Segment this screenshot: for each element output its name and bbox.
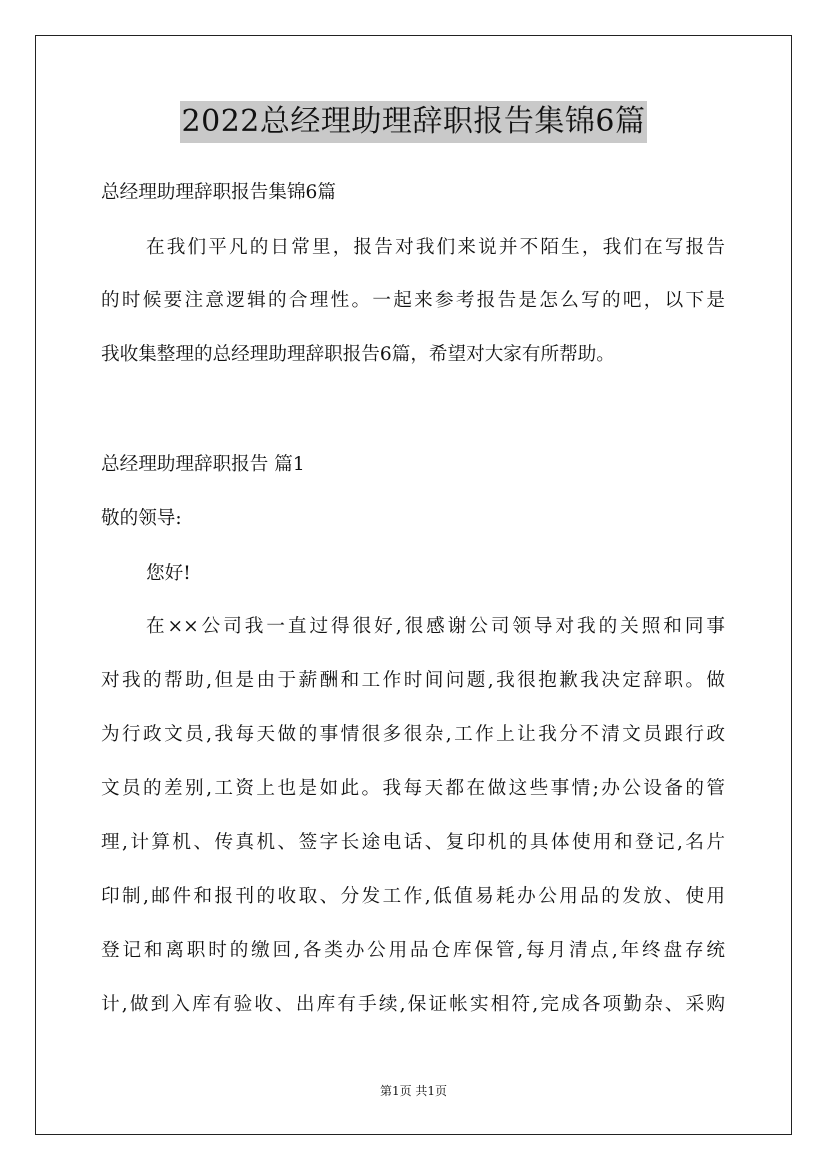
document-subtitle: 总经理助理辞职报告集锦6篇 [101,182,336,203]
body-line: 理,计算机、传真机、签字长途电话、复印机的具体使用和登记,名片 [101,832,725,853]
title-container [0,101,827,143]
body-line: 文员的差别,工资上也是如此。我每天都在做这些事情;办公设备的管 [101,778,725,799]
body-line: 计,做到入库有验收、出库有手续,保证帐实相符,完成各项勤杂、采购 [101,994,725,1015]
section-heading: 总经理助理辞职报告 篇1 [101,454,305,475]
body-line: 对我的帮助,但是由于薪酬和工作时间问题,我很抱歉我决定辞职。做 [101,670,725,691]
greeting: 您好! [146,563,191,584]
page-footer: 第1页 共1页 [379,1084,448,1098]
body-line: 在××公司我一直过得很好,很感谢公司领导对我的关照和同事 [146,616,725,637]
salutation: 敬的领导: [101,508,182,529]
intro-line: 我收集整理的总经理助理辞职报告6篇，希望对大家有所帮助。 [101,344,615,365]
document-title: 2022总经理助理辞职报告集锦6篇 [180,101,648,143]
body-line: 登记和离职时的缴回,各类办公用品仓库保管,每月清点,年终盘存统 [101,940,725,961]
intro-line: 在我们平凡的日常里，报告对我们来说并不陌生，我们在写报告 [146,237,725,258]
body-line: 为行政文员,我每天做的事情很多很杂,工作上让我分不清文员跟行政 [101,724,725,745]
body-line: 印制,邮件和报刊的收取、分发工作,低值易耗办公用品的发放、使用 [101,886,725,907]
intro-line: 的时候要注意逻辑的合理性。一起来参考报告是怎么写的吧，以下是 [101,290,725,311]
